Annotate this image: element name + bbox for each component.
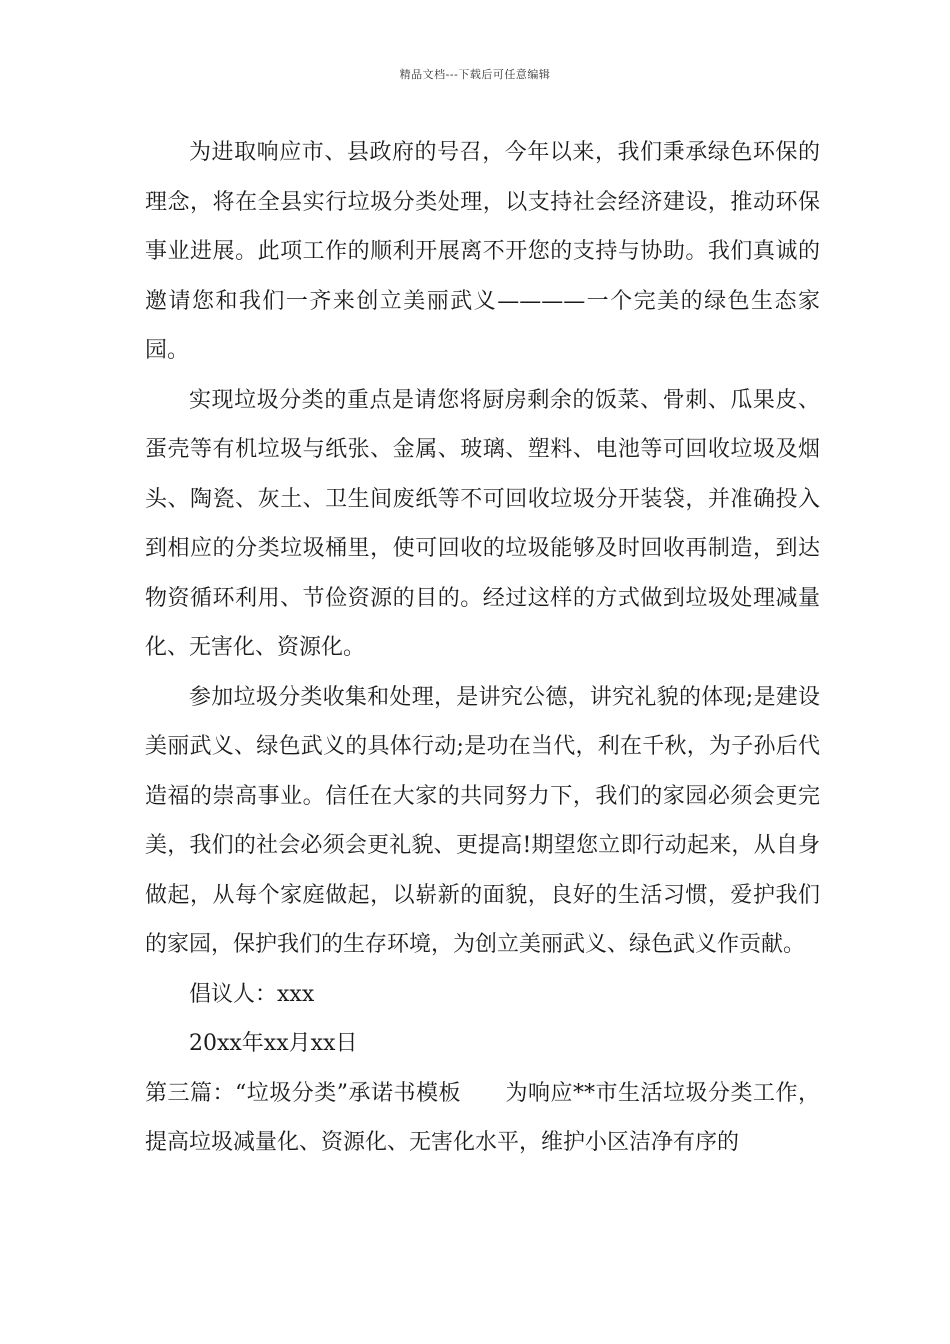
paragraph-1: 为进取响应市、县政府的号召，今年以来，我们秉承绿色环保的理念，将在全县实行垃圾分类处理，以支持社会经济建设，推动环保事业进展。此项工作的顺利开展离不开您的支持与协助。我们真诚的邀请您和我们一齐来创立美丽武义————一个完美的绿色生态家园。: [145, 140, 820, 363]
paragraph-3: 参加垃圾分类收集和处理，是讲究公德，讲究礼貌的体现;是建设美丽武义、绿色武义的具体行动;是功在当代，利在千秋，为子孙后代造福的崇高事业。信任在大家的共同努力下，我们的家园必须会更完美，我们的社会必须会更礼貌、更提高!期望您立即行动起来，从自身做起，从每个家庭做起，以崭新的面貌，良好的生活习惯，爱护我们的家园，保护我们的生存环境，为创立美丽武义、绿色武义作贡献。: [145, 684, 820, 957]
next-section: [145, 1069, 820, 1168]
section-title: 第三篇：“垃圾分类”承诺书模板: [145, 1080, 461, 1106]
date-line: 20xx年xx月xx日: [189, 1031, 358, 1056]
signer-line: 倡议人：xxx: [189, 981, 315, 1007]
page-header: 精品文档---下载后可任意编辑: [399, 68, 551, 81]
section-body: 为响应**市生活垃圾分类工作，提高垃圾减量化、资源化、无害化水平，维护小区洁净有序的: [145, 1080, 820, 1155]
paragraph-2: 实现垃圾分类的重点是请您将厨房剩余的饭菜、骨刺、瓜果皮、蛋壳等有机垃圾与纸张、金属、玻璃、塑料、电池等可回收垃圾及烟头、陶瓷、灰土、卫生间废纸等不可回收垃圾分开装袋，并准确投入到相应的分类垃圾桶里，使可回收的垃圾能够及时回收再制造，到达物资循环利用、节俭资源的目的。经过这样的方式做到垃圾处理减量化、无害化、资源化。: [145, 387, 820, 660]
document-body: [145, 128, 820, 1168]
